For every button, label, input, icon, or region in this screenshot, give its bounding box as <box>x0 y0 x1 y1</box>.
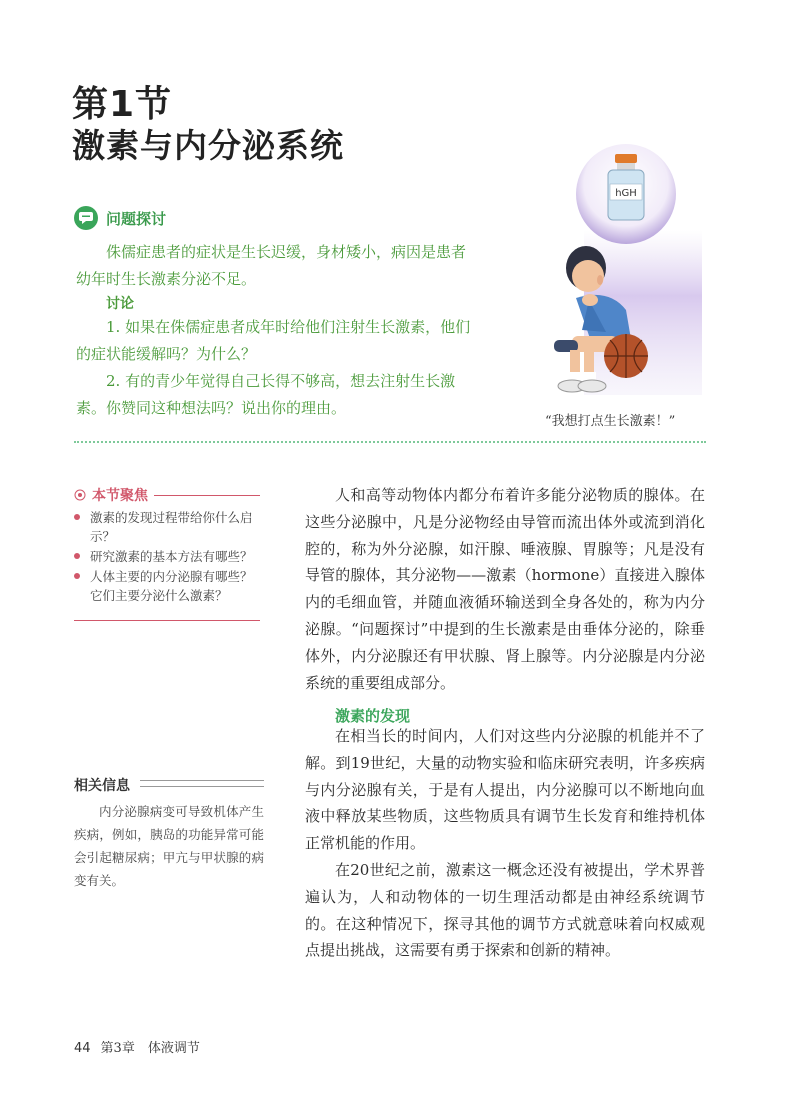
focus-item: 研究激素的基本方法有哪些？ <box>74 547 264 566</box>
subheading-hormone-discovery: 激素的发现 <box>335 707 411 725</box>
section-title: 激素与内分泌系统 <box>72 126 344 165</box>
focus-item: 人体主要的内分泌腺有哪些？它们主要分泌什么激素？ <box>74 567 264 605</box>
problem-intro: 侏儒症患者的症状是生长迟缓，身材矮小，病因是患者幼年时生长激素分泌不足。 <box>76 243 467 288</box>
body-paragraph-3: 在20世纪之前，激素这一概念还没有被提出，学术界普遍认为，人和动物体的一切生理活动都是由神经系统调节的。在这种情况下，探寻其他的调节方式就意味着向权威观点提出挑战，这需要有勇于探索和创新的精神。 <box>305 861 705 960</box>
focus-header <box>74 485 260 505</box>
focus-title: 本节聚焦 <box>92 488 148 504</box>
focus-item: 激素的发现过程带给你什么启示？ <box>74 508 264 546</box>
body-paragraph-2: 在相当长的时间内，人们对这些内分泌腺的机能并不了解。到19世纪，大量的动物实验和临床研究表明，许多疾病与内分泌腺有关，于是有人提出，内分泌腺可以不断地向血液中释放某些物质，这些物质具有调节生长发育和维持机体正常机能的作用。 <box>305 727 705 853</box>
chapter-label: 第3章 体液调节 <box>100 1041 200 1056</box>
related-info-text: 内分泌腺病变可导致机体产生疾病，例如，胰岛的功能异常可能会引起糖尿病；甲亢与甲状腺的病变有关。 <box>74 804 264 888</box>
discussion-label: 讨论 <box>106 296 134 312</box>
page-number: 44 <box>74 1041 91 1056</box>
boy-illustration <box>514 140 704 400</box>
related-info-title: 相关信息 <box>74 778 130 794</box>
bottle-label: hGH <box>615 188 637 199</box>
problem-discussion-label: 问题探讨 <box>106 209 167 228</box>
illustration-caption: “我想打点生长激素！” <box>545 414 676 429</box>
page-footer <box>74 1037 200 1056</box>
focus-title-rule <box>154 495 260 496</box>
discussion-question-2: 2. 有的青少年觉得自己长得不够高，想去注射生长激素。你赞同这种想法吗？说出你的理由。 <box>76 372 456 417</box>
bullet-icon <box>74 514 80 520</box>
problem-discussion-header <box>74 206 166 230</box>
bullet-icon <box>74 573 80 579</box>
speech-bubble-icon <box>74 206 98 230</box>
section-divider <box>74 441 706 443</box>
focus-circle-icon <box>74 489 86 501</box>
discussion-question-1: 1. 如果在侏儒症患者成年时给他们注射生长激素，他们的症状能缓解吗？为什么？ <box>76 318 471 363</box>
related-info-rule <box>140 780 264 787</box>
focus-bottom-rule <box>74 620 260 621</box>
bullet-icon <box>74 553 80 559</box>
section-number: 第1节 <box>72 84 173 125</box>
body-paragraph-1: 人和高等动物体内都分布着许多能分泌物质的腺体。在这些分泌腺中，凡是分泌物经由导管而流出体外或流到消化腔的，称为外分泌腺，如汗腺、唾液腺、胃腺等；凡是没有导管的腺体，其分泌物——激素（hormone）直接进入腺体内的毛细血管，并随血液循环输送到全身各处的，称为内分泌腺。“问题探讨”中提到的生长激素是由垂体分泌的，除垂体外，内分泌腺还有甲状腺、肾上腺等。内分泌腺是内分泌系统的重要组成部分。 <box>305 486 705 692</box>
focus-list <box>74 508 264 606</box>
